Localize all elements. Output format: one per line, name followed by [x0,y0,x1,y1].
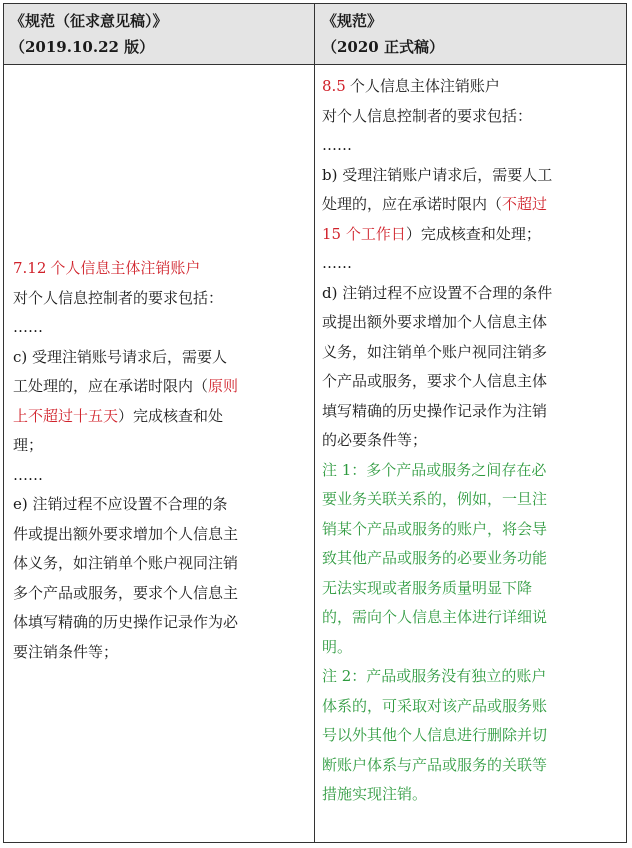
right-section-number: 8.5 [322,77,346,95]
right-column [322,72,620,810]
right-b-line-3 [322,220,620,250]
right-note2-line: 体系的，可采取对该产品或服务账 [322,696,548,715]
right-note1-line: 明。 [322,637,353,656]
right-intro: 对个人信息控制者的要求包括： [322,106,533,125]
table-header [4,4,626,65]
right-note2-line: 注 2：产品或服务没有独立的账户 [322,667,547,685]
left-c-highlight-1: 原则 [208,377,239,395]
right-note2-line: 措施实现注销。 [322,785,428,803]
left-section-title: 个人信息主体注销账户 [50,259,201,277]
right-d-line: 的必要条件等； [322,431,428,449]
left-e-line: 多个产品或服务，要求个人信息主 [13,583,239,602]
left-column [13,254,305,667]
left-c-line-2 [13,372,305,402]
right-section-title: 个人信息主体注销账户 [349,77,500,95]
right-ellipsis-1: …… [322,136,352,154]
right-note2-line: 号以外其他个人信息进行删除并切 [322,726,548,744]
column-divider [314,4,315,842]
right-d-line: 义务，如注销单个账户视同注销多 [322,342,548,361]
right-d-line: 个产品或服务，要求个人信息主体 [322,372,548,390]
header-left-title: 《规范（征求意见稿）》 [10,12,168,30]
left-e-line: 体义务，如注销单个账户视同注销 [13,554,239,572]
left-e-line: 体填写精确的历史操作记录作为必 [13,613,239,631]
left-e-line: 要注销条件等； [13,642,119,661]
left-ellipsis-2: …… [13,465,43,484]
right-b-line-2-text: 处理的，应在承诺时限内（ [322,195,503,213]
left-section-heading [13,254,305,284]
left-c-line-1: c) 受理注销账号请求后，需要人 [13,347,228,366]
left-c-line-3 [13,402,305,432]
right-b-highlight-1: 不超过 [502,195,548,213]
left-c-line-2-text: 工处理的，应在承诺时限内（ [13,377,209,395]
right-b-line-3-text: ）完成核查和处理； [405,224,541,243]
right-b-line-2 [322,190,620,220]
right-d-line: d) 注销过程不应设置不合理的条件 [322,283,553,302]
left-c-highlight-2: 上不超过十五天 [13,406,119,425]
left-e-line: 件或提出额外要求增加个人信息主 [13,524,239,543]
right-note1-line: 的，需向个人信息主体进行详细说 [322,608,548,626]
header-left [10,8,310,60]
right-d-line: 填写精确的历史操作记录作为注销 [322,401,548,420]
right-note1-line: 无法实现或者服务质量明显下降 [322,578,533,597]
left-e-line: e) 注销过程不应设置不合理的条 [13,495,228,513]
left-c-line-3-text: ）完成核查和处 [118,406,224,425]
left-c-line-4: 理； [13,436,44,454]
right-note1-line: 销某个产品或服务的账户，将会导 [322,519,548,538]
right-d-line: 或提出额外要求增加个人信息主体 [322,313,548,331]
right-b-line-1: b) 受理注销账户请求后，需要人工 [322,165,553,184]
right-ellipsis-2: …… [322,254,352,272]
right-note1-line: 致其他产品或服务的必要业务功能 [322,549,548,567]
right-note2-line: 断账户体系与产品或服务的关联等 [322,755,548,774]
left-ellipsis-1: …… [13,318,43,336]
comparison-table [3,3,627,843]
header-right-version: （2020 正式稿） [322,38,444,56]
left-section-number: 7.12 [13,259,47,277]
right-section-heading [322,72,620,102]
left-intro: 对个人信息控制者的要求包括： [13,288,224,307]
right-b-highlight-2: 15 个工作日 [322,224,406,243]
header-right [322,8,622,60]
header-left-version: （2019.10.22 版） [10,38,155,56]
right-note1-line: 要业务关联关系的，例如，一旦注 [322,490,548,508]
right-note1-line: 注 1：多个产品或服务之间存在必 [322,460,547,479]
header-right-title: 《规范》 [322,12,383,30]
